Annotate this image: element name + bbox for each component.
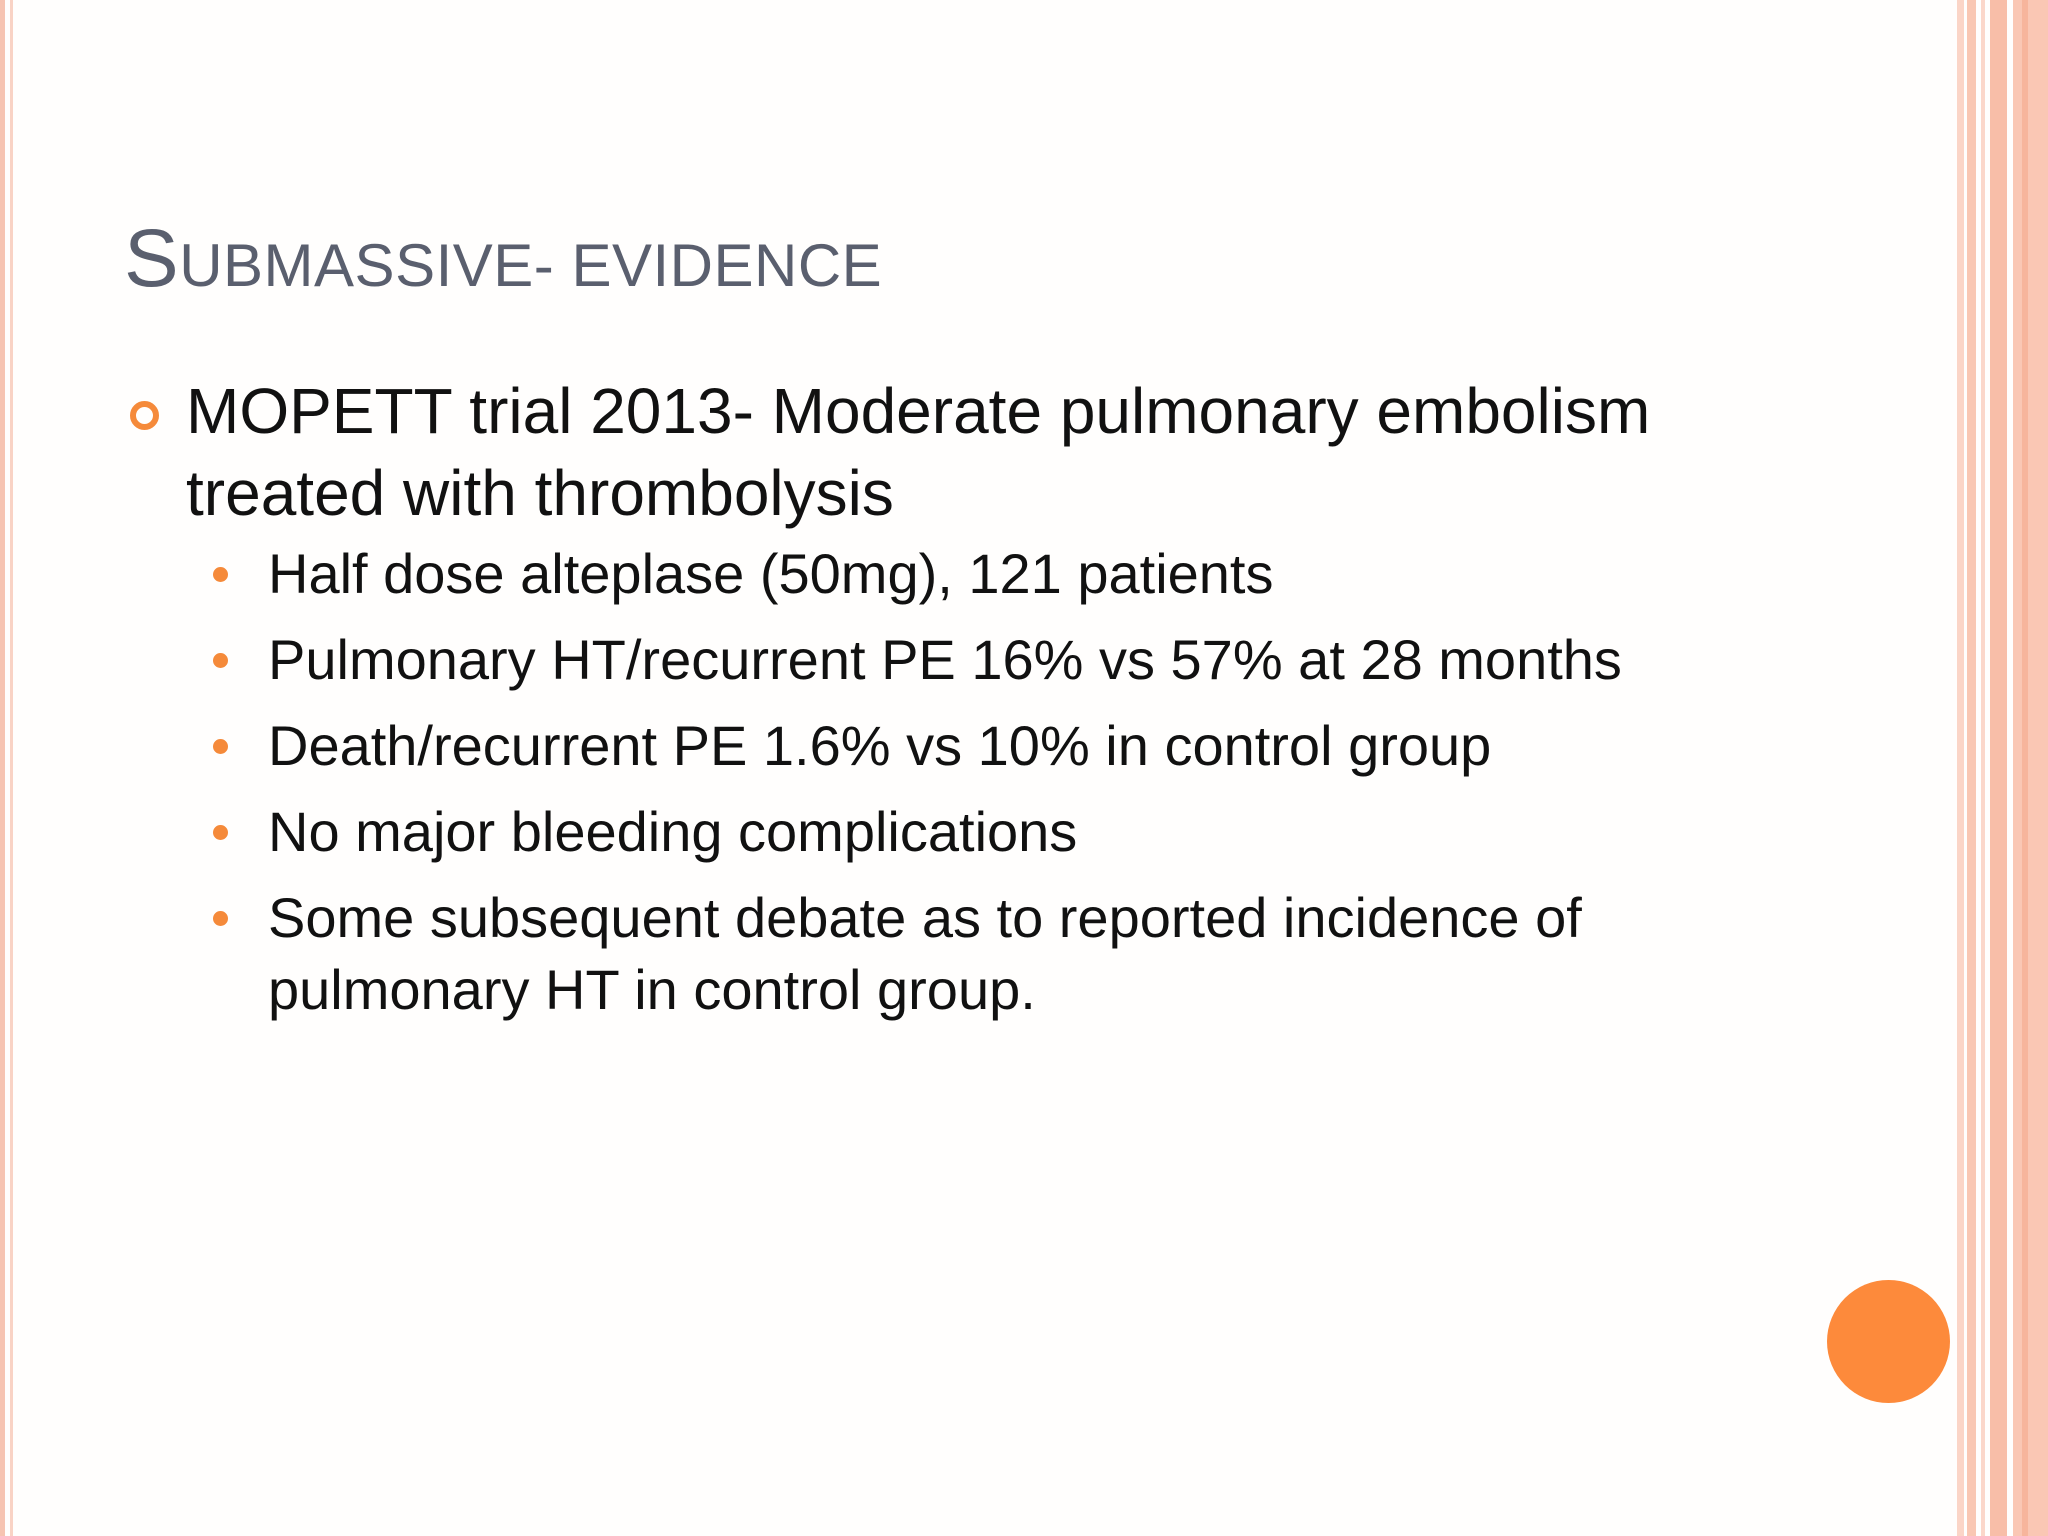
left-border-stripe (0, 0, 5, 1536)
right-border-stripe (1981, 0, 1985, 1536)
sub-bullet (268, 624, 1770, 696)
sub-bullet (268, 710, 1770, 782)
sub-bullet-text: Death/recurrent PE 1.6% vs 10% in control group (268, 714, 1492, 777)
main-bullet-text: MOPETT trial 2013- Moderate pulmonary embolism treated with thrombolysis (186, 375, 1651, 529)
slide-title-rest: UBMASSIVE- EVIDENCE (179, 232, 883, 299)
decorative-circle-icon (1827, 1280, 1950, 1403)
sub-bullet-text: Some subsequent debate as to reported incidence of pulmonary HT in control group. (268, 886, 1582, 1021)
right-border-stripe (2022, 0, 2028, 1536)
left-border-stripe (10, 0, 13, 1536)
slide-title (124, 212, 882, 306)
right-border-stripe (2013, 0, 2048, 1536)
slide-title-initial: S (124, 213, 180, 304)
right-border-stripe (1967, 0, 1976, 1536)
slide-body (130, 370, 1770, 1040)
sub-bullet (268, 796, 1770, 868)
dot-bullet-icon (213, 911, 228, 926)
sub-bullet-text: Pulmonary HT/recurrent PE 16% vs 57% at 28 months (268, 628, 1622, 691)
sub-bullet (268, 538, 1770, 610)
right-border-stripe (1990, 0, 2007, 1536)
ring-bullet-icon (130, 401, 159, 430)
sub-bullet (268, 882, 1770, 1026)
dot-bullet-icon (213, 825, 228, 840)
sub-bullet-list (130, 538, 1770, 1026)
dot-bullet-icon (213, 567, 228, 582)
sub-bullet-text: No major bleeding complications (268, 800, 1078, 863)
right-border-stripe (1957, 0, 1964, 1536)
dot-bullet-icon (213, 739, 228, 754)
main-bullet (130, 370, 1770, 534)
dot-bullet-icon (213, 653, 228, 668)
sub-bullet-text: Half dose alteplase (50mg), 121 patients (268, 542, 1274, 605)
